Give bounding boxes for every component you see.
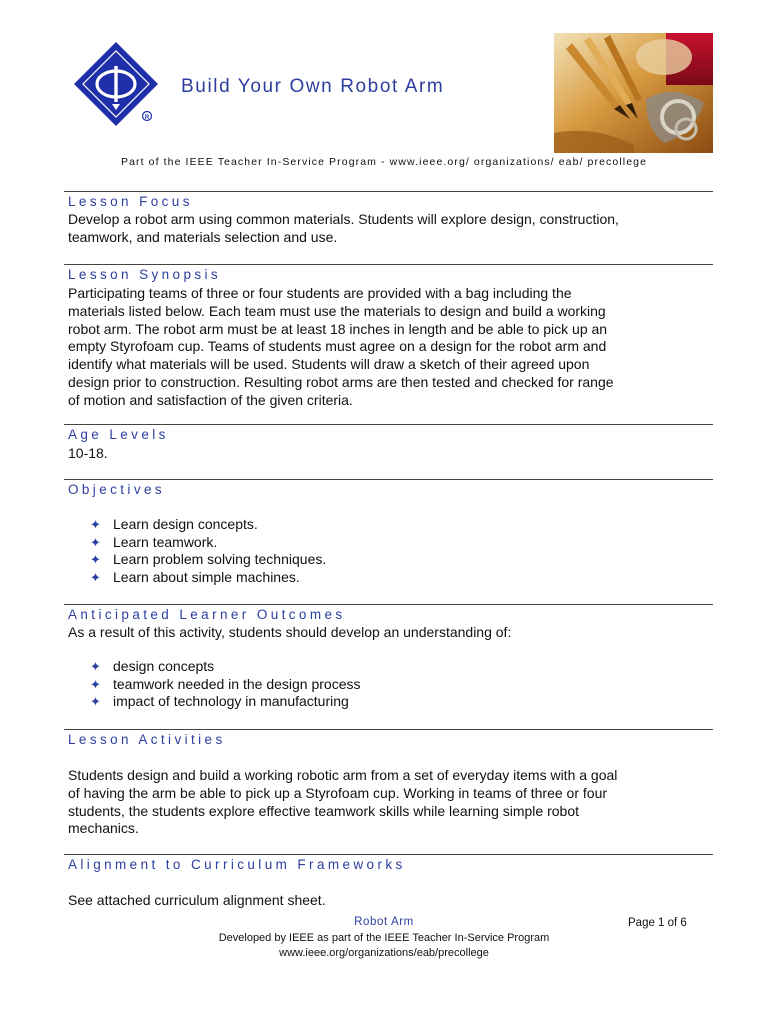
curriculum-alignment-text bbox=[68, 892, 708, 910]
list-item-text: Learn problem solving techniques. bbox=[113, 551, 327, 568]
text-line: design prior to construction. Resulting robot arms are then tested and checked for range bbox=[68, 373, 614, 390]
text-line: See attached curriculum alignment sheet. bbox=[68, 892, 326, 908]
footer-url: www.ieee.org/organizations/eab/precollege bbox=[279, 947, 489, 959]
footer-title: Robot Arm bbox=[354, 916, 414, 928]
text-line: Develop a robot arm using common materials. Students will explore design, construction, bbox=[68, 211, 619, 227]
text-line: As a result of this activity, students should develop an understanding of: bbox=[68, 624, 512, 640]
lesson-activities-text bbox=[68, 767, 708, 838]
four-point-star-icon: ✦ bbox=[90, 517, 101, 532]
four-point-star-icon: ✦ bbox=[90, 694, 101, 710]
document-title: Build Your Own Robot Arm bbox=[181, 76, 445, 97]
text-line: materials listed below. Each team must use the materials to design and build a working bbox=[68, 302, 606, 319]
list-item-text: Learn about simple machines. bbox=[113, 568, 300, 585]
list-item-text: teamwork needed in the design process bbox=[113, 675, 361, 692]
list-item bbox=[90, 551, 326, 569]
section-divider bbox=[64, 729, 713, 730]
four-point-star-icon: ✦ bbox=[90, 569, 101, 585]
text-line: mechanics. bbox=[68, 820, 139, 837]
objectives-list bbox=[90, 516, 326, 586]
list-item bbox=[90, 693, 360, 711]
age-levels-text bbox=[68, 445, 708, 463]
text-line: robot arm. The robot arm must be at least 18 inches in length and be able to pick up an bbox=[68, 320, 608, 337]
text-line: teamwork, and materials selection and use. bbox=[68, 228, 338, 245]
list-item bbox=[90, 676, 360, 694]
list-item-text: impact of technology in manufacturing bbox=[113, 693, 349, 710]
text-line: of having the arm be able to pick up a Styrofoam cup. Working in teams of three or four bbox=[68, 784, 608, 801]
text-line: Students design and build a working robotic arm from a set of everyday items with a goal bbox=[68, 767, 618, 783]
list-item bbox=[90, 658, 360, 676]
footer-credit: Developed by IEEE as part of the IEEE Teacher In-Service Program bbox=[218, 932, 550, 944]
text-line: identify what materials will be used. Students will draw a sketch of their agreed upon bbox=[68, 356, 590, 373]
list-item bbox=[90, 534, 326, 552]
four-point-star-icon: ✦ bbox=[90, 534, 101, 550]
lesson-focus-text bbox=[68, 211, 708, 247]
learner-outcomes-intro bbox=[68, 624, 708, 642]
list-item-text: Learn teamwork. bbox=[113, 533, 218, 550]
outcomes-list bbox=[90, 658, 360, 711]
section-divider bbox=[64, 264, 713, 265]
heading-curriculum-alignment: Alignment to Curriculum Frameworks bbox=[68, 857, 406, 872]
section-divider bbox=[64, 604, 713, 605]
list-item-text: Learn design concepts. bbox=[113, 516, 258, 532]
heading-lesson-focus: Lesson Focus bbox=[68, 194, 193, 209]
text-line: students, the students explore effective teamwork skills while learning simple robot bbox=[68, 802, 579, 819]
heading-age-levels: Age Levels bbox=[68, 427, 169, 442]
svg-text:R: R bbox=[144, 115, 150, 121]
page-number: Page 1 of 6 bbox=[628, 917, 687, 929]
section-divider bbox=[64, 424, 713, 425]
heading-objectives: Objectives bbox=[68, 482, 166, 497]
header-photo bbox=[554, 33, 713, 153]
section-divider bbox=[64, 854, 713, 855]
section-divider bbox=[64, 191, 713, 192]
section-divider bbox=[64, 479, 713, 480]
ieee-logo-icon bbox=[72, 40, 160, 128]
four-point-star-icon: ✦ bbox=[90, 552, 101, 568]
heading-learner-outcomes: Anticipated Learner Outcomes bbox=[68, 607, 346, 622]
text-line: empty Styrofoam cup. Teams of students must agree on a design for the robot arm and bbox=[68, 338, 607, 355]
four-point-star-icon: ✦ bbox=[90, 659, 101, 674]
text-line: of motion and satisfaction of the given criteria. bbox=[68, 391, 353, 408]
list-item bbox=[90, 569, 326, 587]
lesson-synopsis-text bbox=[68, 285, 708, 410]
heading-lesson-synopsis: Lesson Synopsis bbox=[68, 267, 222, 282]
text-line: Participating teams of three or four students are provided with a bag including the bbox=[68, 285, 572, 301]
list-item-text: design concepts bbox=[113, 658, 215, 674]
four-point-star-icon: ✦ bbox=[90, 676, 101, 692]
program-subline: Part of the IEEE Teacher In-Service Program - www.ieee.org/ organizations/ eab/ precollege bbox=[120, 156, 648, 168]
list-item bbox=[90, 516, 326, 534]
text-line: 10-18. bbox=[68, 445, 108, 461]
heading-lesson-activities: Lesson Activities bbox=[68, 732, 226, 747]
